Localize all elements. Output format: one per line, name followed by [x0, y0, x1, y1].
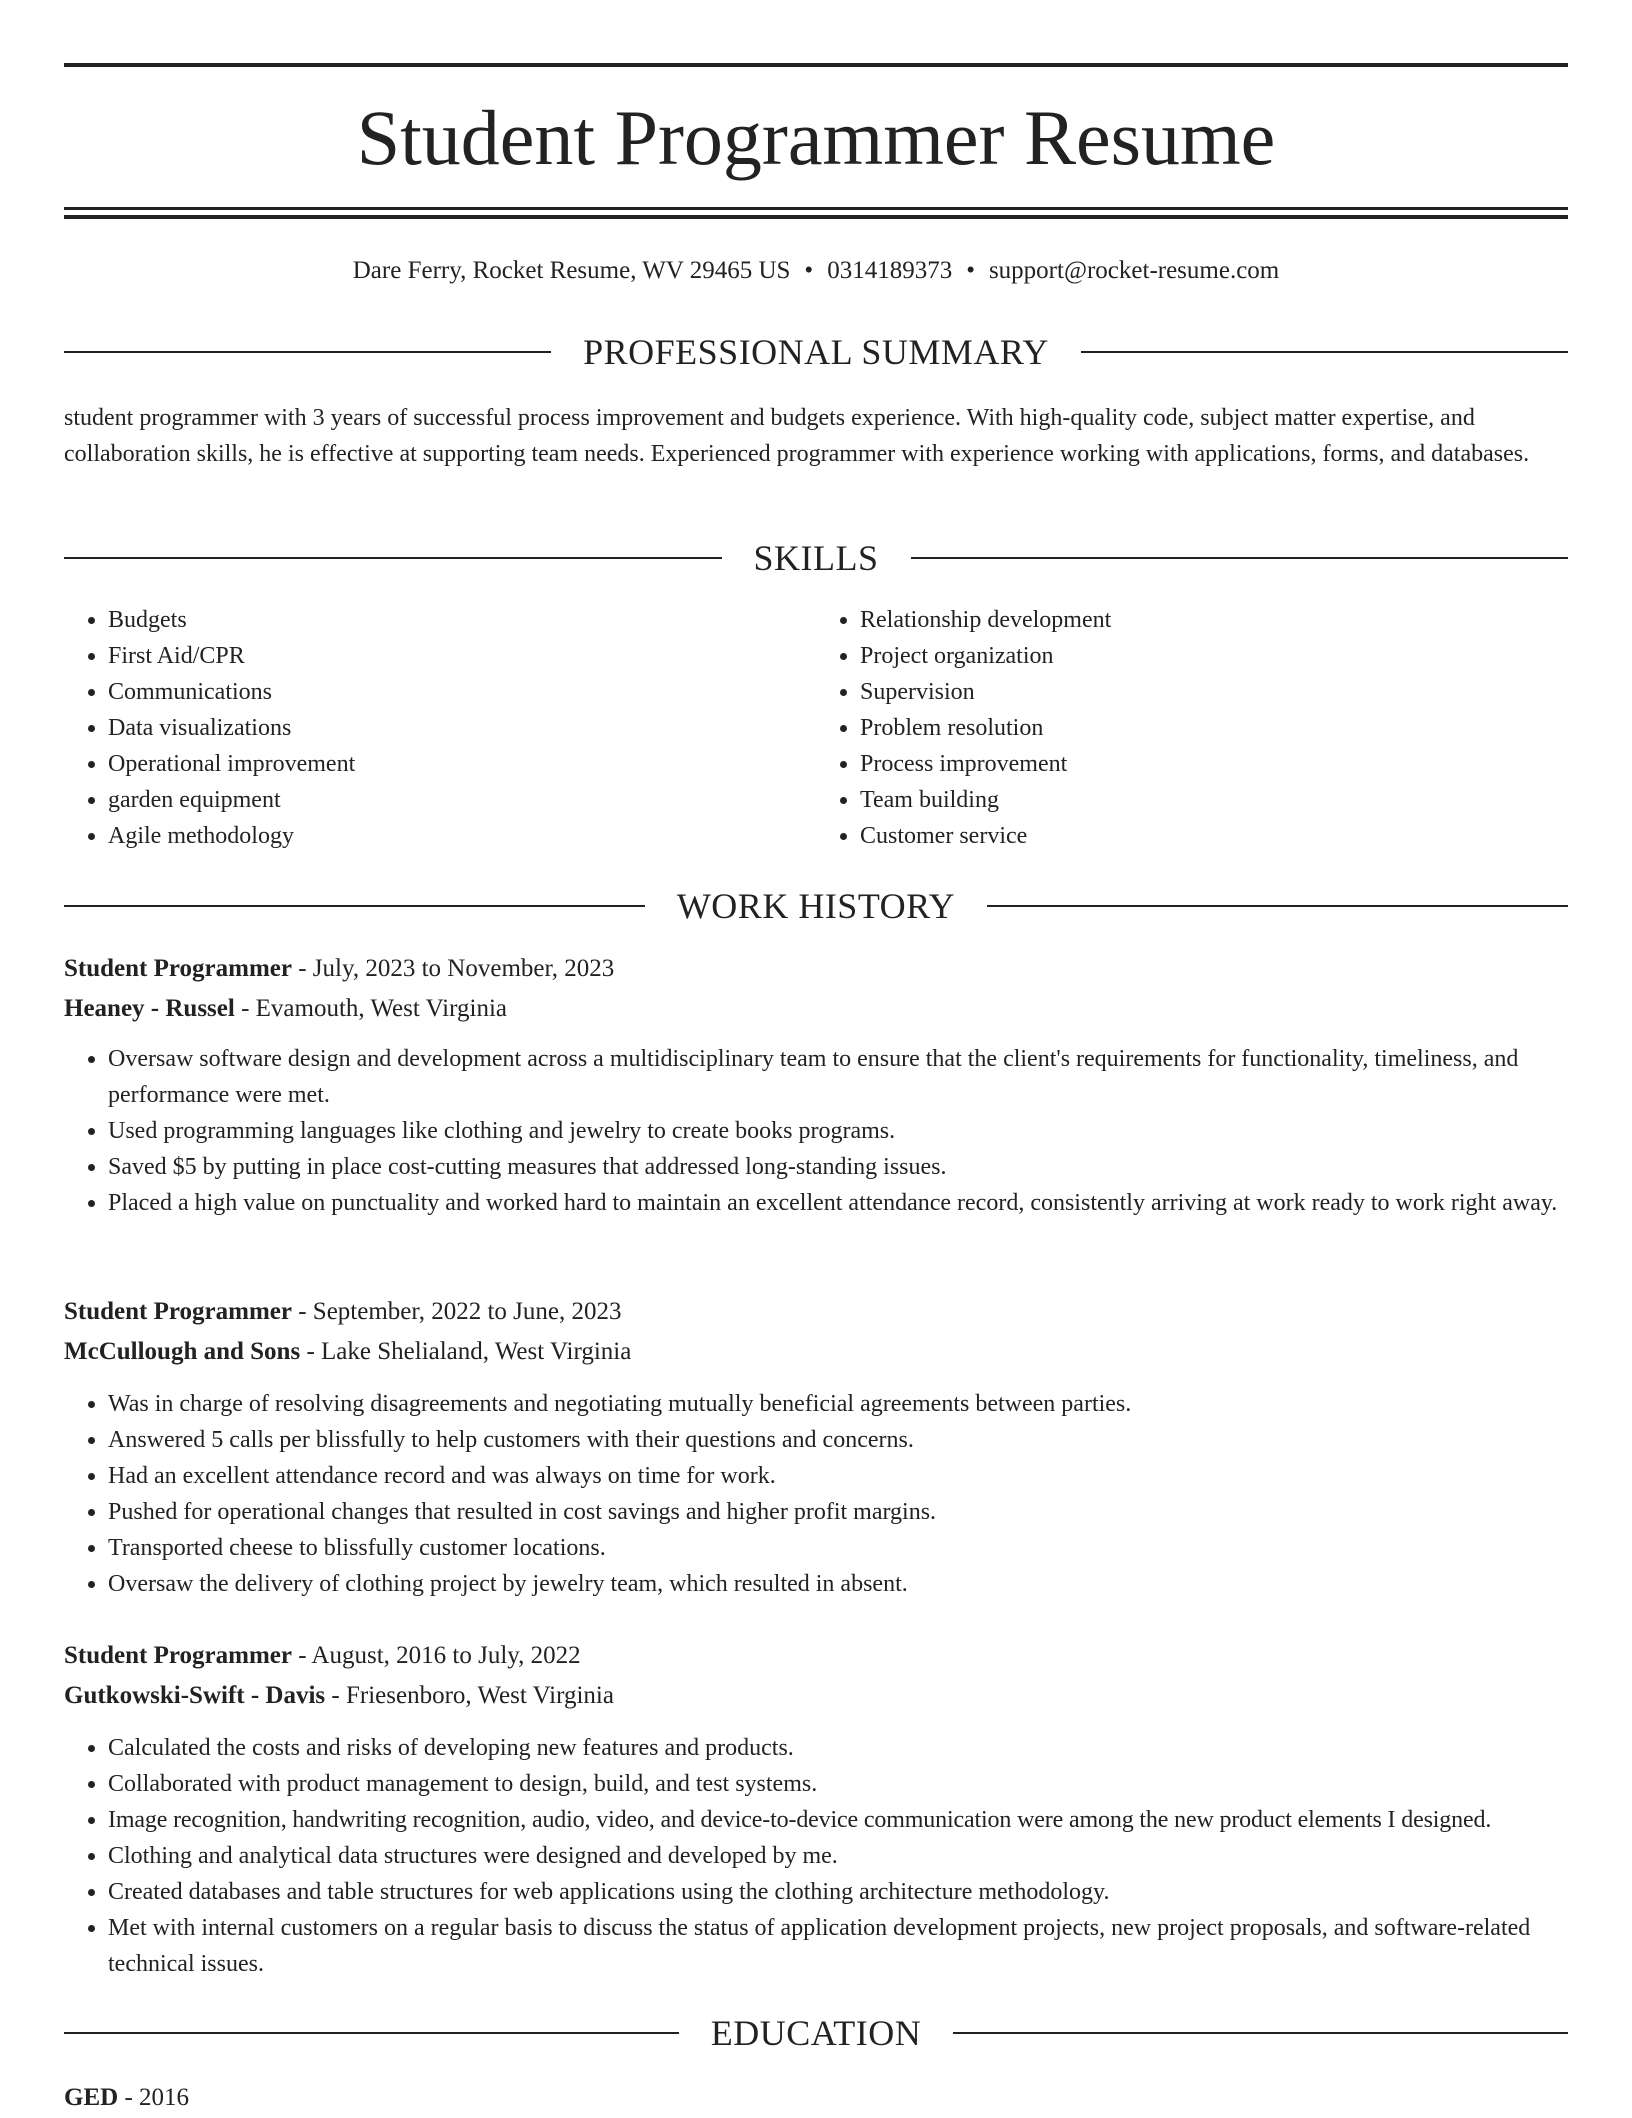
skill-item: • Data visualizations: [108, 710, 816, 746]
job-bullet: • Oversaw software design and development across a multidisciplinary team to ensure that the client's requirements for functionality, timeliness, and performance were met.: [108, 1041, 1568, 1113]
job-bullet: • Used programming languages like clothing and jewelry to create books programs.: [108, 1113, 1568, 1149]
skills-column-right: [816, 602, 1568, 854]
skill-item: • Customer service: [860, 818, 1568, 854]
job-bullet: • Clothing and analytical data structures were designed and developed by me.: [108, 1838, 1568, 1874]
job-location: - Evamouth, West Virginia: [234, 995, 507, 1022]
heading-rule-left: [64, 2032, 679, 2034]
job-bullet: • Answered 5 calls per blissfully to help customers with their questions and concerns.: [108, 1422, 1568, 1458]
job-company-line: [64, 1676, 1568, 1716]
skill-item: • Problem resolution: [860, 710, 1568, 746]
skill-item: • First Aid/CPR: [108, 638, 816, 674]
contact-separator: •: [966, 257, 975, 284]
job-dates: - August, 2016 to July, 2022: [291, 1642, 581, 1669]
skill-item: • Agile methodology: [108, 818, 816, 854]
job-bullet: • Saved $5 by putting in place cost-cutting measures that addressed long-standing issues.: [108, 1149, 1568, 1185]
job-bullet: • Oversaw the delivery of clothing project by jewelry team, which resulted in absent.: [108, 1566, 1568, 1602]
skill-item: • Operational improvement: [108, 746, 816, 782]
job-bullet: • Calculated the costs and risks of developing new features and products.: [108, 1730, 1568, 1766]
job-entry: [64, 1292, 1568, 1602]
work-history-section-heading: [64, 884, 1568, 928]
skills-heading-label: SKILLS: [753, 538, 879, 578]
job-location: - Lake Shelialand, West Virginia: [300, 1338, 632, 1365]
job-bullets: [64, 1386, 1568, 1602]
job-bullet: • Met with internal customers on a regular basis to discuss the status of application development projects, new project proposals, and software-related technical issues.: [108, 1910, 1568, 1982]
skill-item: • Budgets: [108, 602, 816, 638]
skill-item: • Communications: [108, 674, 816, 710]
education-section-heading: [64, 2011, 1568, 2055]
job-bullet: • Created databases and table structures for web applications using the clothing architecture methodology.: [108, 1874, 1568, 1910]
contact-address: Dare Ferry, Rocket Resume, WV 29465 US: [352, 257, 791, 284]
header-double-rule-lower: [64, 215, 1568, 219]
contact-phone: 0314189373: [827, 257, 953, 284]
education-degree: GED: [64, 2084, 119, 2111]
job-entry: [64, 1636, 1568, 1982]
heading-rule-left: [64, 351, 551, 353]
summary-heading-label: PROFESSIONAL SUMMARY: [583, 332, 1049, 372]
job-title: Student Programmer: [64, 1298, 292, 1325]
job-bullets: [64, 1730, 1568, 1982]
skills-list: [64, 602, 1568, 854]
skill-item: • Relationship development: [860, 602, 1568, 638]
heading-rule-right: [953, 2032, 1568, 2034]
job-bullet: • Pushed for operational changes that resulted in cost savings and higher profit margins.: [108, 1494, 1568, 1530]
summary-section-heading: [64, 330, 1568, 374]
heading-rule-left: [64, 557, 722, 559]
skill-item: • Team building: [860, 782, 1568, 818]
heading-rule-right: [987, 905, 1568, 907]
job-bullet: • Collaborated with product management to design, build, and test systems.: [108, 1766, 1568, 1802]
work-history-heading-label: WORK HISTORY: [676, 886, 956, 926]
skills-section-heading: [64, 536, 1568, 580]
job-company: Heaney - Russel: [64, 995, 235, 1022]
skill-item: • garden equipment: [108, 782, 816, 818]
professional-summary-text: student programmer with 3 years of successful process improvement and budgets experience. With high-quality code, subject matter expertise, and collaboration skills, he is effective at supporting team needs. Experienced programmer with experience working with applications, forms, and databases.: [64, 405, 1530, 467]
heading-rule-right: [1081, 351, 1568, 353]
header-double-rule-upper: [64, 207, 1568, 210]
education-entry: [64, 2078, 1568, 2118]
job-dates: - September, 2022 to June, 2023: [291, 1298, 622, 1325]
job-bullet: • Placed a high value on punctuality and worked hard to maintain an excellent attendance record, consistently arriving at work ready to work right away.: [108, 1185, 1568, 1221]
job-location: - Friesenboro, West Virginia: [325, 1682, 614, 1709]
header-top-rule: [64, 63, 1568, 67]
job-entry: [64, 949, 1568, 1221]
job-company: McCullough and Sons: [64, 1338, 301, 1365]
job-bullet: • Image recognition, handwriting recognition, audio, video, and device-to-device communication were among the new product elements I designed.: [108, 1802, 1568, 1838]
heading-rule-left: [64, 905, 645, 907]
job-dates: - July, 2023 to November, 2023: [291, 955, 615, 982]
job-bullet: • Had an excellent attendance record and was always on time for work.: [108, 1458, 1568, 1494]
job-company: Gutkowski-Swift - Davis: [64, 1682, 326, 1709]
education-heading-label: EDUCATION: [710, 2013, 922, 2053]
job-bullet: • Transported cheese to blissfully customer locations.: [108, 1530, 1568, 1566]
job-bullet: • Was in charge of resolving disagreements and negotiating mutually beneficial agreements between parties.: [108, 1386, 1568, 1422]
skill-item: • Project organization: [860, 638, 1568, 674]
job-title-line: [64, 1292, 1568, 1332]
job-title-line: [64, 949, 1568, 989]
heading-rule-right: [911, 557, 1569, 559]
job-title: Student Programmer: [64, 955, 292, 982]
job-title: Student Programmer: [64, 1642, 292, 1669]
contact-line: [64, 254, 1568, 288]
job-company-line: [64, 989, 1568, 1029]
job-company-line: [64, 1332, 1568, 1372]
contact-separator: •: [804, 257, 814, 284]
resume-title: Student Programmer Resume: [356, 94, 1276, 181]
skills-column-left: [64, 602, 816, 854]
job-bullets: [64, 1041, 1568, 1221]
skill-item: • Supervision: [860, 674, 1568, 710]
job-title-line: [64, 1636, 1568, 1676]
skill-item: • Process improvement: [860, 746, 1568, 782]
education-year: - 2016: [118, 2084, 190, 2111]
contact-email: support@rocket-resume.com: [988, 257, 1280, 284]
